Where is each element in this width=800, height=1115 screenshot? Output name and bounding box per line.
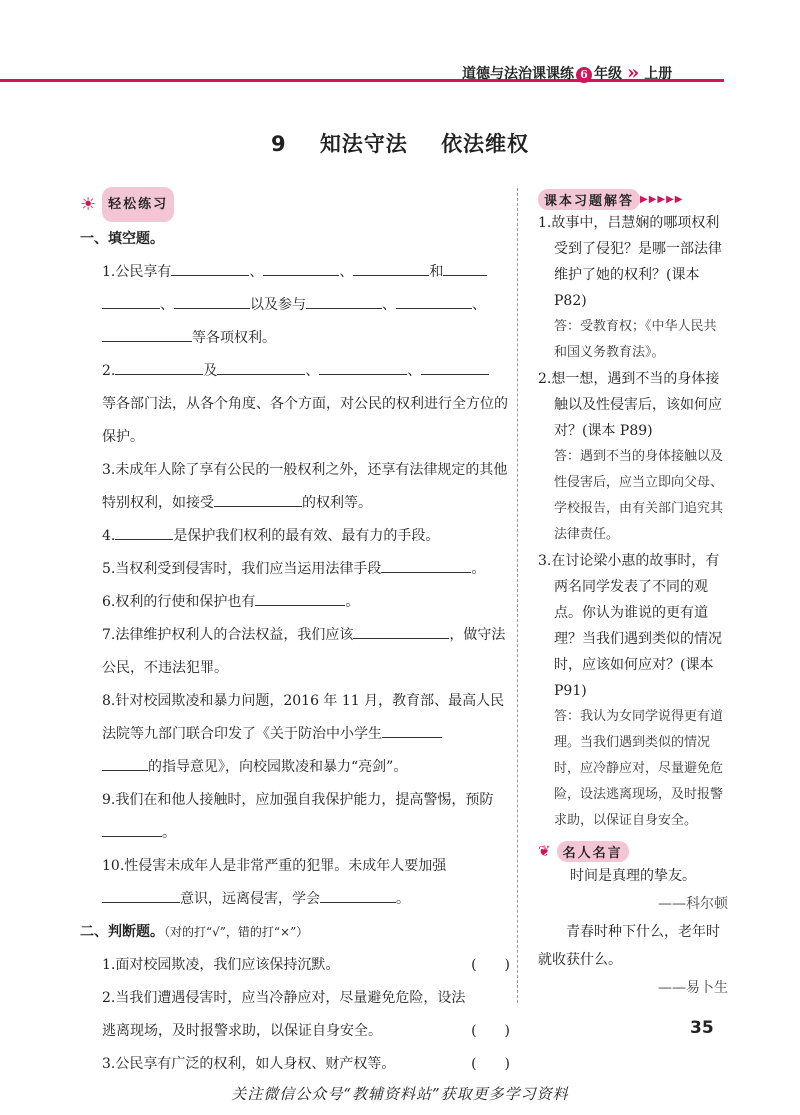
grade-number: 6 bbox=[576, 67, 592, 83]
answer-paren[interactable]: ( ) bbox=[471, 1023, 510, 1039]
blank[interactable] bbox=[102, 822, 162, 837]
q1-text-i: 等各项权利。 bbox=[192, 330, 276, 346]
judge-note: （对的打“√”，错的打“×”） bbox=[164, 925, 309, 939]
question-5 bbox=[80, 553, 510, 586]
judge-text: 2.当我们遭遇侵害时，应当冷静应对，尽量避免危险，设法逃离现场，及时报警求助，以保证自身安全。 bbox=[102, 990, 466, 1039]
q8-text-a: 8.针对校园欺凌和暴力问题，2016 年 11 月，教育部、最高人民法院等九部门联合印发了《关于防治中小学生 bbox=[102, 693, 505, 742]
blank[interactable] bbox=[255, 591, 345, 606]
textbook-question-1: 1.故事中，吕慧娴的哪项权利受到了侵犯？是哪一部法律维护了她的权利？(课本 P82) bbox=[538, 215, 722, 309]
blank[interactable] bbox=[353, 261, 429, 276]
question-1: 1.公民享有 、 、 和 、 以及参与 、 、 等各项权利。 bbox=[80, 256, 510, 355]
quote-1: 时间是真理的挚友。 bbox=[570, 868, 696, 884]
practice-badge bbox=[80, 194, 174, 216]
blank[interactable] bbox=[214, 492, 302, 507]
blank[interactable] bbox=[115, 525, 173, 540]
right-column bbox=[538, 188, 728, 1002]
series-name: 道德与法治课课练 bbox=[462, 66, 574, 82]
quote-2-author: ——易卜生 bbox=[658, 980, 728, 996]
heart-icon: ❦ bbox=[538, 842, 553, 860]
textbook-answer-1: 答：受教育权；《中华人民共和国义务教育法》。 bbox=[554, 319, 717, 360]
question-4 bbox=[80, 520, 510, 553]
q7-text-b: ，做守法公民，不违法犯罪。 bbox=[102, 627, 506, 676]
question-6 bbox=[80, 586, 510, 619]
q2-text-b: 及 bbox=[203, 363, 218, 379]
textbook-question-3: 3.在讨论梁小惠的故事时，有两名同学发表了不同的观点。你认为谁说的更有道理？当我们遇到类似的情况时，应该如何应对？(课本 P91) bbox=[538, 553, 722, 699]
q2-text-a: 2. bbox=[102, 363, 116, 379]
answer-paren[interactable]: ( ) bbox=[471, 1056, 510, 1072]
textbook-answers-label: 课本习题解答 bbox=[538, 189, 640, 210]
blank[interactable] bbox=[421, 360, 489, 375]
q1-text-f: 以及参与 bbox=[250, 297, 306, 313]
blank[interactable] bbox=[353, 624, 449, 639]
volume-label: 上册 bbox=[644, 66, 673, 82]
judge-heading-label: 二、判断题。 bbox=[80, 924, 164, 940]
blank[interactable] bbox=[115, 360, 203, 375]
q3-text-a: 3.未成年人除了享有公民的一般权利之外，还享有法律规定的其他特别权利，如接受 bbox=[102, 462, 508, 511]
q1-text-e: 、 bbox=[160, 297, 174, 313]
q1-text-g: 、 bbox=[382, 297, 396, 313]
blank[interactable] bbox=[320, 888, 396, 903]
q10-text-a: 10.性侵害未成年人是非常严重的犯罪。未成年人要加强 bbox=[102, 858, 447, 874]
page-number: 35 bbox=[690, 1018, 714, 1038]
q4-text-a: 4. bbox=[102, 528, 116, 544]
q1-text-c: 、 bbox=[339, 264, 354, 280]
q1-text-b: 、 bbox=[249, 264, 264, 280]
judge-item-3 bbox=[80, 1048, 510, 1081]
q1-text-a: 1.公民享有 bbox=[102, 264, 172, 280]
question-9 bbox=[80, 784, 510, 850]
question-10 bbox=[80, 850, 510, 916]
quote-2: 青春时种下什么，老年时就收获什么。 bbox=[538, 924, 720, 968]
footer-note: 关注微信公众号“教辅资料站”获取更多学习资料 bbox=[231, 1085, 569, 1103]
blank[interactable] bbox=[319, 360, 407, 375]
q2-text-e: 等各部门法，从各个角度、各个方面，对公民的权利进行全方位的保护。 bbox=[102, 396, 508, 445]
blank[interactable] bbox=[102, 294, 160, 309]
textbook-answer-3: 答：我认为女同学说得更有道理。当我们遇到类似的情况时，应冷静应对，尽量避免危险，设法逃离现场，及时报警求助，以保证自身安全。 bbox=[554, 709, 724, 828]
column-divider bbox=[517, 188, 518, 1003]
q2-text-c: 、 bbox=[305, 363, 320, 379]
judge-heading bbox=[80, 916, 510, 949]
question-8 bbox=[80, 685, 510, 784]
triangles-icon: ▶▶▶▶▶ bbox=[640, 193, 684, 205]
blank[interactable] bbox=[174, 294, 250, 309]
blank[interactable] bbox=[443, 261, 487, 276]
blank[interactable] bbox=[217, 360, 305, 375]
question-2 bbox=[80, 355, 510, 454]
judge-item-2 bbox=[80, 982, 510, 1048]
q1-text-d: 和 bbox=[429, 264, 444, 280]
q5-text-b: 。 bbox=[471, 561, 486, 577]
q7-text-a: 7.法律维护权利人的合法权益，我们应该 bbox=[102, 627, 354, 643]
question-3 bbox=[80, 454, 510, 520]
answer-paren[interactable]: ( ) bbox=[471, 957, 510, 973]
q10-text-c: 。 bbox=[396, 891, 410, 907]
blank[interactable] bbox=[382, 723, 442, 738]
blank[interactable] bbox=[263, 261, 339, 276]
textbook-answers-badge bbox=[538, 188, 683, 210]
blank[interactable] bbox=[381, 558, 471, 573]
textbook-question-2: 2.想一想，遇到不当的身体接触以及性侵害后，该如何应对？(课本 P89) bbox=[538, 371, 722, 439]
blank[interactable] bbox=[306, 294, 382, 309]
running-header bbox=[462, 59, 672, 83]
q3-text-b: 的权利等。 bbox=[302, 495, 372, 511]
blank[interactable] bbox=[396, 294, 472, 309]
q10-text-b: 意识，远离侵害，学会 bbox=[180, 891, 320, 907]
blank[interactable] bbox=[102, 327, 192, 342]
grade-label: 年级 bbox=[594, 66, 622, 82]
lesson-number: 9 bbox=[270, 132, 287, 156]
lesson-title bbox=[0, 128, 800, 158]
sunburst-icon: ☀ bbox=[80, 194, 99, 215]
judge-text: 3.公民享有广泛的权利，如人身权、财产权等。 bbox=[102, 1056, 396, 1072]
blank[interactable] bbox=[102, 756, 148, 771]
question-7 bbox=[80, 619, 510, 685]
quote-1-author: ——科尔顿 bbox=[658, 896, 728, 912]
lesson-title-main: 知法守法 bbox=[319, 132, 408, 156]
judge-text: 1.面对校园欺凌，我们应该保持沉默。 bbox=[102, 957, 340, 973]
blank[interactable] bbox=[171, 261, 249, 276]
double-chevron-icon: » bbox=[626, 60, 640, 84]
q6-text-b: 。 bbox=[345, 594, 360, 610]
quotes-badge bbox=[538, 840, 629, 862]
q9-text-b: 。 bbox=[162, 825, 176, 841]
textbook-answer-2: 答：遇到不当的身体接触以及性侵害后，应当立即向父母、学校报告，由有关部门追究其法律责任。 bbox=[554, 449, 724, 542]
q5-text-a: 5.当权利受到侵害时，我们应当运用法律手段 bbox=[102, 561, 382, 577]
fill-blank-heading: 一、填空题。 bbox=[80, 231, 164, 247]
q8-text-b: 的指导意见》，向校园欺凌和暴力“亮剑”。 bbox=[148, 759, 408, 775]
left-column bbox=[80, 190, 510, 1081]
blank[interactable] bbox=[102, 888, 180, 903]
q4-text-b: 是保护我们权利的最有效、最有力的手段。 bbox=[173, 528, 440, 544]
q2-text-d: 、 bbox=[407, 363, 422, 379]
practice-badge-label: 轻松练习 bbox=[102, 187, 174, 222]
q9-text-a: 9.我们在和他人接触时，应加强自我保护能力，提高警惕，预防 bbox=[102, 792, 494, 808]
quotes-badge-label: 名人名言 bbox=[557, 841, 629, 862]
lesson-title-sub: 依法维权 bbox=[441, 132, 530, 156]
q6-text-a: 6.权利的行使和保护也有 bbox=[102, 594, 256, 610]
judge-item-1 bbox=[80, 949, 510, 982]
